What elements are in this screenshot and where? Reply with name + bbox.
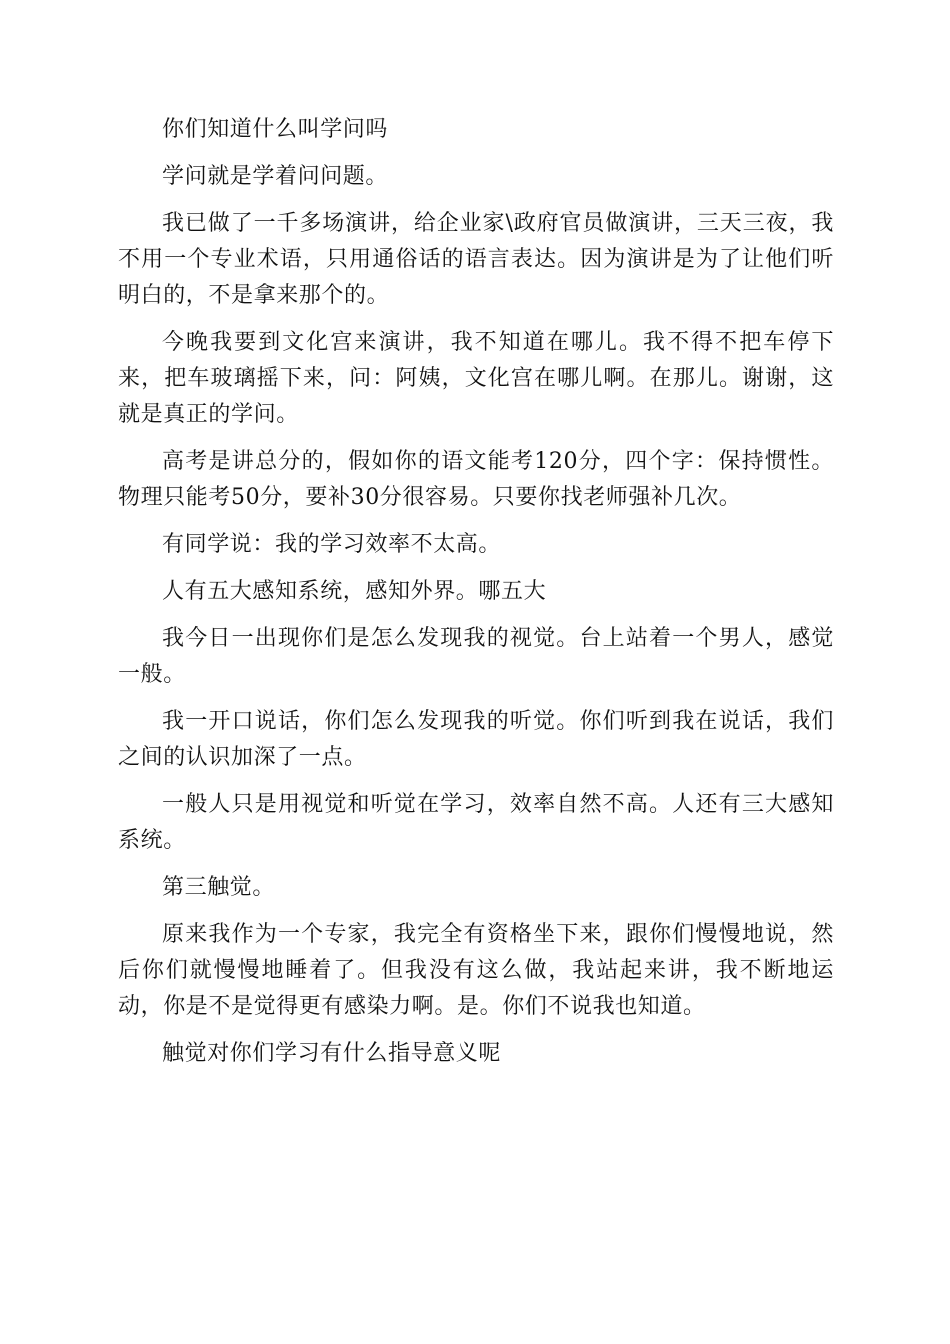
paragraph-1: 你们知道什么叫学问吗 xyxy=(162,117,389,142)
paragraph-2: 学问就是学着问问题。 xyxy=(162,164,389,189)
document-body xyxy=(118,112,834,1083)
paragraph-6: 有同学说：我的学习效率不太高。 xyxy=(162,532,502,557)
paragraph-3: 我已做了一千多场演讲，给企业家\政府官员做演讲，三天三夜，我不用一个专业术语，只用通俗话的语言表达。因为演讲是为了让他们听明白的，不是拿来那个的。 xyxy=(118,211,834,308)
paragraph-5: 高考是讲总分的，假如你的语文能考120分，四个字：保持惯性。物理只能考50分，要补30分很容易。只要你找老师强补几次。 xyxy=(118,449,834,510)
paragraph-13: 触觉对你们学习有什么指导意义呢 xyxy=(162,1041,502,1066)
paragraph-4: 今晚我要到文化宫来演讲，我不知道在哪儿。我不得不把车停下来，把车玻璃摇下来，问：阿姨，文化宫在哪儿啊。在那儿。谢谢，这就是真正的学问。 xyxy=(118,330,834,427)
paragraph-7: 人有五大感知系统，感知外界。哪五大 xyxy=(162,579,547,604)
paragraph-10: 一般人只是用视觉和听觉在学习，效率自然不高。人还有三大感知系统。 xyxy=(118,792,834,853)
paragraph-8: 我今日一出现你们是怎么发现我的视觉。台上站着一个男人，感觉一般。 xyxy=(118,626,834,687)
paragraph-11: 第三触觉。 xyxy=(162,875,276,900)
paragraph-12: 原来我作为一个专家，我完全有资格坐下来，跟你们慢慢地说，然后你们就慢慢地睡着了。但我没有这么做，我站起来讲，我不断地运动，你是不是觉得更有感染力啊。是。你们不说我也知道。 xyxy=(118,922,834,1019)
paragraph-9: 我一开口说话，你们怎么发现我的听觉。你们听到我在说话，我们之间的认识加深了一点。 xyxy=(118,709,834,770)
